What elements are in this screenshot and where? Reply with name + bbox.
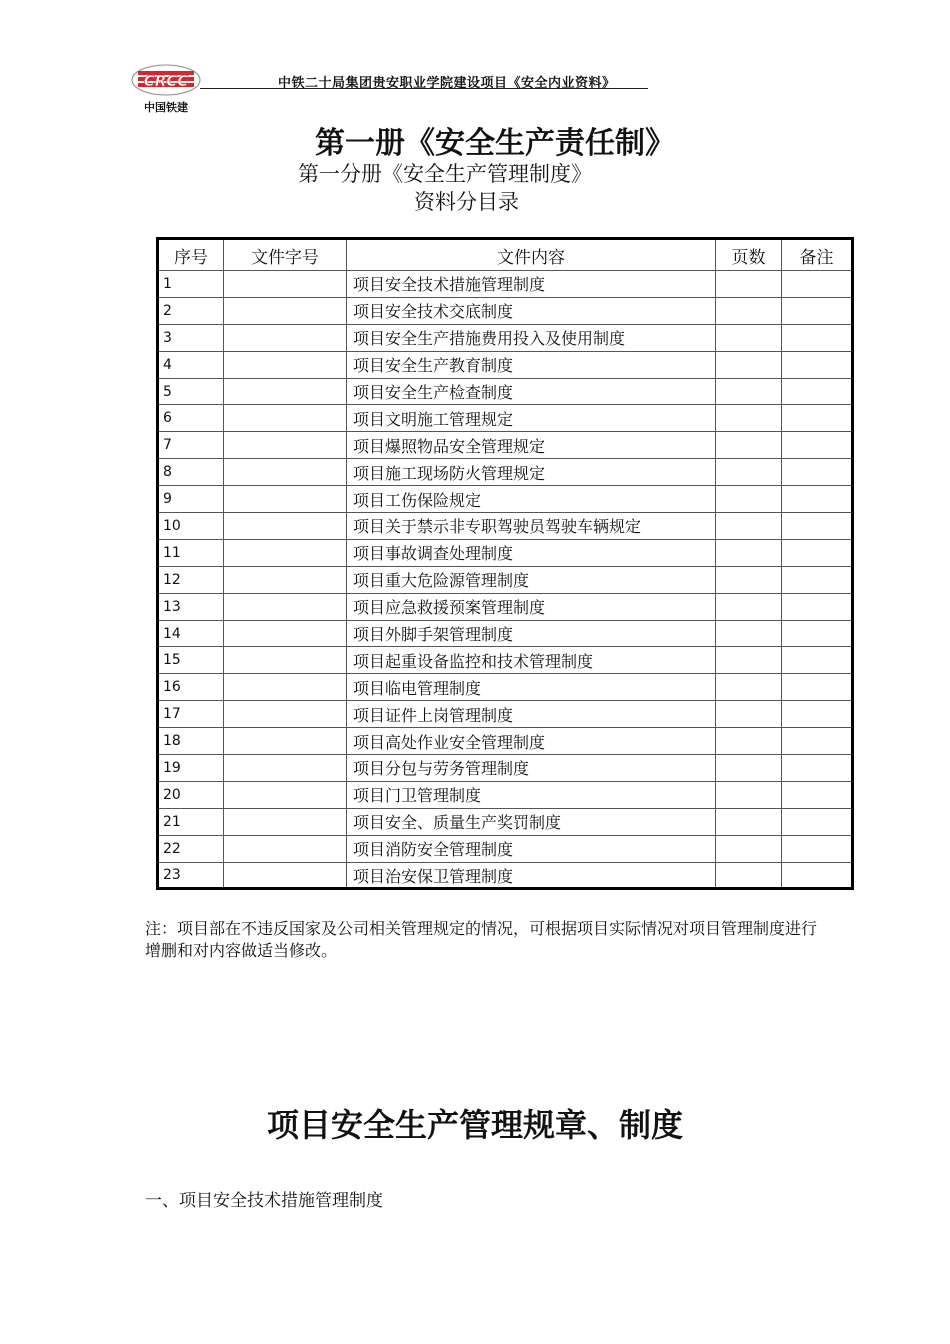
row-pages [716,593,782,620]
header-rule [200,88,648,89]
table-row [158,324,853,351]
row-serial: 1 [158,271,224,298]
row-pages [716,620,782,647]
table-row [158,593,853,620]
row-remarks [782,297,853,324]
row-serial: 18 [158,728,224,755]
row-serial: 6 [158,405,224,432]
row-serial: 2 [158,297,224,324]
row-serial: 8 [158,459,224,486]
header-title: 中铁二十局集团贵安职业学院建设项目《安全内业资料》 [278,76,616,91]
row-doc-number [224,513,347,540]
table-row [158,405,853,432]
row-remarks [782,835,853,862]
row-remarks [782,781,853,808]
row-doc-content: 项目安全生产措施费用投入及使用制度 [347,324,716,351]
row-pages [716,378,782,405]
row-remarks [782,432,853,459]
logo-caption: 中国铁建 [144,101,188,114]
row-pages [716,674,782,701]
row-doc-content: 项目安全技术措施管理制度 [347,271,716,298]
row-doc-content: 项目安全生产教育制度 [347,351,716,378]
table-row [158,486,853,513]
row-pages [716,539,782,566]
section-item: 一、项目安全技术措施管理制度 [145,1191,383,1211]
table-row [158,459,853,486]
subvolume-title: 第一分册《安全生产管理制度》 [298,162,592,186]
row-doc-content: 项目安全生产检查制度 [347,378,716,405]
row-pages [716,701,782,728]
volume-title: 第一册《安全生产责任制》 [315,126,675,161]
row-doc-number [224,566,347,593]
row-remarks [782,593,853,620]
row-doc-number [224,271,347,298]
directory-title: 资料分目录 [414,190,519,214]
row-doc-content: 项目临电管理制度 [347,674,716,701]
row-serial: 20 [158,781,224,808]
row-doc-number [224,459,347,486]
row-serial: 15 [158,647,224,674]
crcc-logo [130,62,202,114]
row-doc-content: 项目消防安全管理制度 [347,835,716,862]
row-serial: 12 [158,566,224,593]
row-pages [716,459,782,486]
row-doc-content: 项目关于禁示非专职驾驶员驾驶车辆规定 [347,513,716,540]
row-doc-number [224,432,347,459]
table-row [158,701,853,728]
row-doc-content: 项目施工现场防火管理规定 [347,459,716,486]
row-remarks [782,405,853,432]
row-doc-content: 项目分包与劳务管理制度 [347,755,716,782]
header-doc-number: 文件字号 [224,239,347,271]
table-row [158,351,853,378]
row-doc-number [224,539,347,566]
row-pages [716,835,782,862]
table-row [158,539,853,566]
table-row [158,647,853,674]
row-serial: 16 [158,674,224,701]
row-pages [716,271,782,298]
row-serial: 14 [158,620,224,647]
row-serial: 3 [158,324,224,351]
table-row [158,862,853,889]
row-doc-content: 项目事故调查处理制度 [347,539,716,566]
row-remarks [782,351,853,378]
row-serial: 4 [158,351,224,378]
row-serial: 19 [158,755,224,782]
note-text: 注：项目部在不违反国家及公司相关管理规定的情况，可根据项目实际情况对项目管理制度进行增删和对内容做适当修改。 [145,919,818,960]
row-serial: 21 [158,808,224,835]
row-remarks [782,647,853,674]
row-doc-number [224,781,347,808]
row-doc-content: 项目应急救援预案管理制度 [347,593,716,620]
table-row [158,271,853,298]
row-pages [716,324,782,351]
table-row [158,378,853,405]
header-doc-content: 文件内容 [347,239,716,271]
row-pages [716,781,782,808]
row-serial: 9 [158,486,224,513]
row-doc-number [224,351,347,378]
contents-table [156,237,854,890]
row-doc-content: 项目重大危险源管理制度 [347,566,716,593]
row-doc-content: 项目高处作业安全管理制度 [347,728,716,755]
row-remarks [782,728,853,755]
table-row [158,728,853,755]
table-row [158,808,853,835]
row-serial: 10 [158,513,224,540]
table-row [158,781,853,808]
row-doc-content: 项目外脚手架管理制度 [347,620,716,647]
header-serial: 序号 [158,239,224,271]
table-row [158,674,853,701]
row-doc-number [224,324,347,351]
row-remarks [782,271,853,298]
row-serial: 5 [158,378,224,405]
row-doc-content: 项目门卫管理制度 [347,781,716,808]
row-remarks [782,486,853,513]
row-serial: 11 [158,539,224,566]
row-serial: 23 [158,862,224,889]
row-remarks [782,324,853,351]
row-doc-content: 项目文明施工管理规定 [347,405,716,432]
row-doc-number [224,647,347,674]
row-doc-content: 项目安全技术交底制度 [347,297,716,324]
row-remarks [782,808,853,835]
table-row [158,566,853,593]
row-remarks [782,513,853,540]
row-doc-number [224,835,347,862]
row-doc-number [224,701,347,728]
row-pages [716,647,782,674]
row-pages [716,566,782,593]
row-pages [716,862,782,889]
row-doc-number [224,405,347,432]
row-pages [716,432,782,459]
row-remarks [782,674,853,701]
row-doc-number [224,728,347,755]
row-doc-content: 项目起重设备监控和技术管理制度 [347,647,716,674]
row-doc-number [224,593,347,620]
row-doc-content: 项目工伤保险规定 [347,486,716,513]
table-row [158,513,853,540]
row-serial: 17 [158,701,224,728]
row-pages [716,405,782,432]
header-remarks: 备注 [782,239,853,271]
row-pages [716,728,782,755]
row-doc-number [224,674,347,701]
row-doc-content: 项目证件上岗管理制度 [347,701,716,728]
row-pages [716,755,782,782]
row-doc-number [224,378,347,405]
row-remarks [782,539,853,566]
row-doc-number [224,808,347,835]
table-row [158,620,853,647]
row-doc-number [224,862,347,889]
row-remarks [782,755,853,782]
header-pages: 页数 [716,239,782,271]
table-row [158,297,853,324]
row-doc-content: 项目爆照物品安全管理规定 [347,432,716,459]
row-pages [716,808,782,835]
row-remarks [782,701,853,728]
row-pages [716,351,782,378]
row-doc-content: 项目治安保卫管理制度 [347,862,716,889]
row-pages [716,513,782,540]
row-pages [716,297,782,324]
row-serial: 22 [158,835,224,862]
table-row [158,835,853,862]
row-remarks [782,862,853,889]
row-doc-number [224,620,347,647]
row-doc-number [224,297,347,324]
table-row [158,755,853,782]
row-remarks [782,459,853,486]
row-doc-number [224,755,347,782]
row-doc-number [224,486,347,513]
row-remarks [782,378,853,405]
row-serial: 13 [158,593,224,620]
section-title: 项目安全生产管理规章、制度 [266,1106,683,1144]
row-serial: 7 [158,432,224,459]
logo-text: CRCC [143,72,189,90]
row-doc-content: 项目安全、质量生产奖罚制度 [347,808,716,835]
row-remarks [782,566,853,593]
table-row [158,432,853,459]
row-remarks [782,620,853,647]
row-pages [716,486,782,513]
table-header-row [158,239,853,271]
